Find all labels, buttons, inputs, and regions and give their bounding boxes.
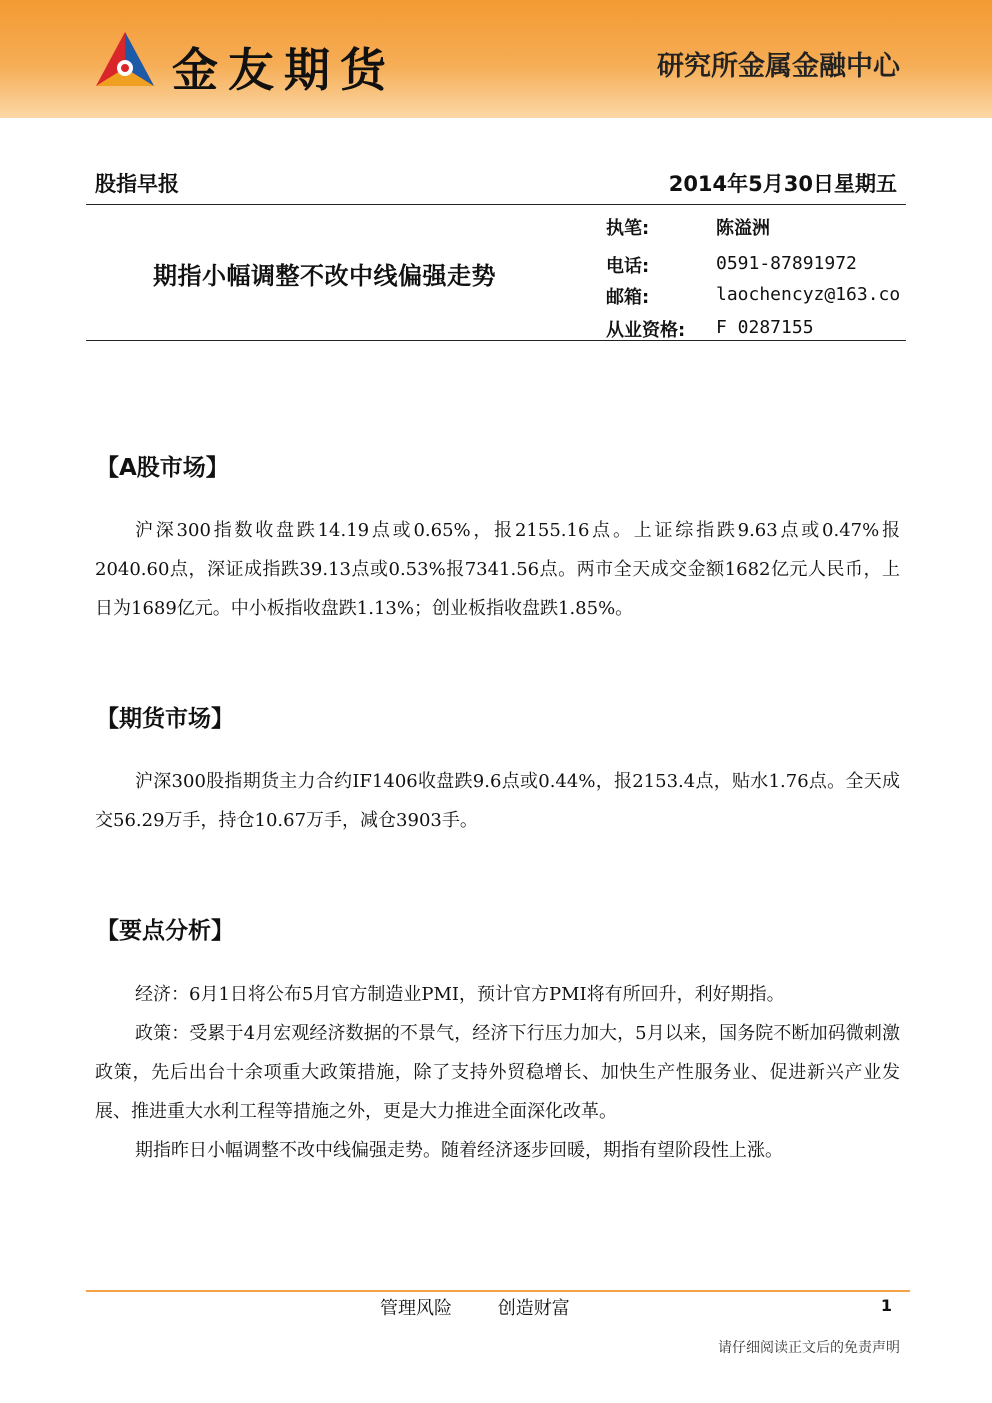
divider-top [86,204,906,205]
section-title-analysis: 【要点分析】 [96,918,234,944]
futures-paragraph: 沪深300股指期货主力合约IF1406收盘跌9.6点或0.44%，报2153.4点，贴水1.76点。全天成交56.29万手，持仓10.67万手，减仓3903手。 [95,771,900,831]
divider-bottom [86,340,906,341]
company-name: 金友期货 [172,43,396,97]
email-label: 邮箱: [606,287,650,308]
report-type: 股指早报 [95,172,179,196]
phone-label: 电话: [606,256,650,277]
report-headline: 期指小幅调整不改中线偏强走势 [153,262,496,290]
report-date: 2014年5月30日星期五 [668,172,897,196]
footer-motto: 管理风险 创造财富 [380,1298,570,1319]
section-title-futures: 【期货市场】 [96,706,234,732]
company-logo-icon [94,30,156,88]
a-share-paragraph: 沪深300指数收盘跌14.19点或0.65%，报2155.16点。上证综指跌9.63点或0.47%报2040.60点，深证成指跌39.13点或0.53%报7341.56点。两市全天成交金额1682亿元人民币，上日为1689亿元。中小板指收盘跌1.13%；创业板指收盘跌1.85%。 [95,520,900,619]
analysis-policy-paragraph: 政策：受累于4月宏观经济数据的不景气，经济下行压力加大，5月以来，国务院不断加码微刺激政策，先后出台十余项重大政策措施，除了支持外贸稳增长、加快生产性服务业、促进新兴产业发展、推进重大水利工程等措施之外，更是大力推进全面深化改革。 [95,1023,900,1122]
page-number: 1 [880,1296,892,1315]
phone-value: 0591-87891972 [716,253,857,274]
email-value[interactable]: laochencyz@163.co [716,284,901,305]
footer-divider [86,1290,910,1292]
analysis-economy-paragraph: 经济：6月1日将公布5月官方制造业PMI，预计官方PMI将有所回升，利好期指。 [135,984,785,1005]
license-value: F 0287155 [716,317,814,338]
author-label: 执笔: [606,218,650,239]
footer-disclaimer: 请仔细阅读正文后的免责声明 [718,1340,900,1356]
department-name: 研究所金属金融中心 [657,51,900,82]
analysis-conclusion-paragraph: 期指昨日小幅调整不改中线偏强走势。随着经济逐步回暖，期指有望阶段性上涨。 [135,1140,783,1161]
author-value: 陈溢洲 [716,218,770,239]
section-title-a-share: 【A股市场】 [96,455,229,481]
license-label: 从业资格: [606,320,686,341]
